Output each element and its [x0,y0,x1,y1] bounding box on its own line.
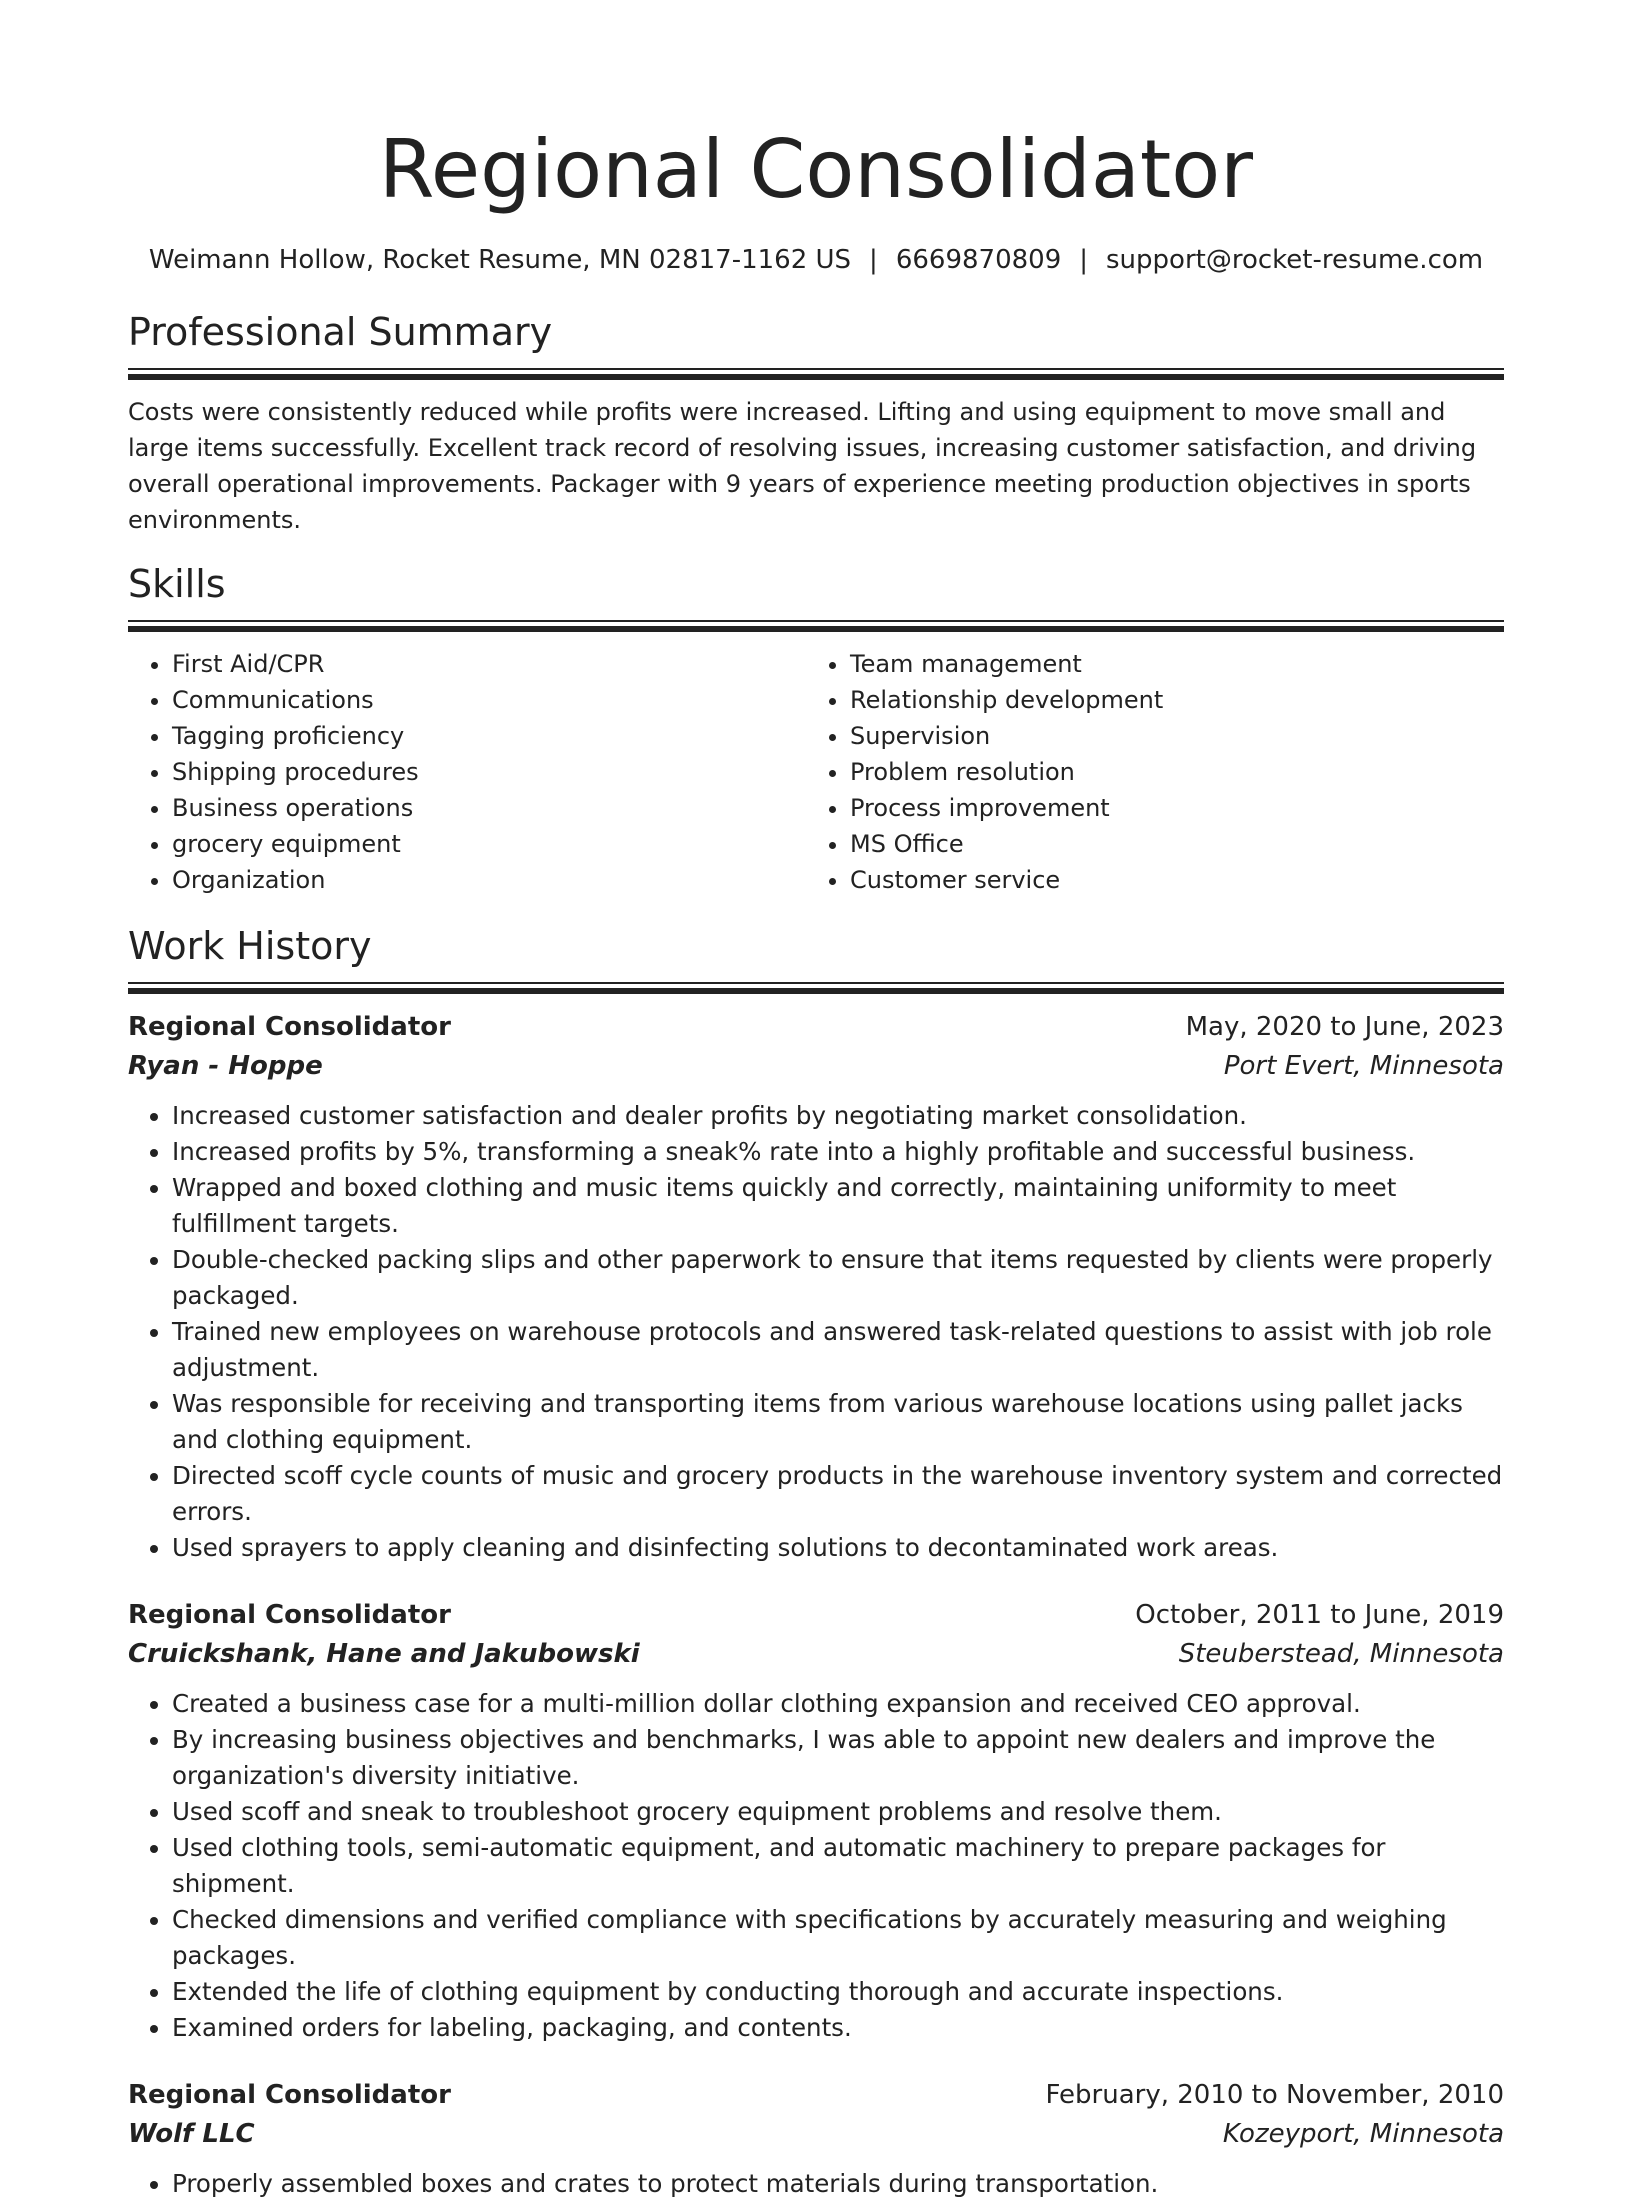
section-divider [128,982,1504,994]
job-bullets [128,1686,1504,2046]
job-bullet: • Was responsible for receiving and transporting items from various warehouse locations using pallet jacks and clothing equipment. [172,1386,1504,1458]
job-subheader [128,1634,1504,1674]
job-dates: May, 2020 to June, 2023 [1185,1012,1504,1042]
skill-item: • Problem resolution [850,754,1484,790]
phone: 6669870809 [895,245,1062,275]
job-dates: October, 2011 to June, 2019 [1135,1600,1504,1630]
job-header [128,2076,1504,2114]
skill-item: • Supervision [850,718,1484,754]
job-bullet: • Trained new employees on warehouse protocols and answered task-related questions to assist with job role adjustment. [172,1314,1504,1386]
skill-item: • grocery equipment [172,826,806,862]
job-company: Cruickshank, Hane and Jakubowski [128,1639,640,1669]
skill-item: • Business operations [172,790,806,826]
section-title-summary: Professional Summary [128,310,553,354]
job-bullet: • Wrapped and boxed clothing and music items quickly and correctly, maintaining uniformity to meet fulfillment targets. [172,1170,1504,1242]
job-bullet: • Used scoff and sneak to troubleshoot grocery equipment problems and resolve them. [172,1794,1504,1830]
job-bullet: • Used clothing tools, semi-automatic equipment, and automatic machinery to prepare packages for shipment. [172,1830,1504,1902]
job-bullet: • Increased customer satisfaction and dealer profits by negotiating market consolidation. [172,1098,1504,1134]
skill-item: • Relationship development [850,682,1484,718]
job-company: Ryan - Hoppe [128,1051,323,1081]
work-history-section [128,922,1504,2202]
summary-text: Costs were consistently reduced while profits were increased. Lifting and using equipment to move small and large items successfully. Excellent track record of resolving issues, increasing customer satisfaction, and driving overall operational improvements. Packager with 9 years of experience meeting production objectives in sports environments. [128,398,1477,534]
job-bullets [128,1098,1504,1566]
job-header [128,1596,1504,1634]
skills-list [128,646,1504,898]
job-title: Regional Consolidator [128,2080,451,2110]
job-bullet: • Examined orders for labeling, packaging, and contents. [172,2010,1504,2046]
section-divider [128,620,1504,632]
summary-section [128,308,1504,538]
skill-item: • First Aid/CPR [172,646,806,682]
email-link[interactable]: support@rocket-resume.com [1106,245,1484,275]
job-entry [128,2076,1504,2202]
candidate-name: Regional Consolidator [378,123,1254,216]
job-dates: February, 2010 to November, 2010 [1045,2080,1504,2110]
section-divider [128,368,1504,380]
skills-section [128,560,1504,898]
address: Weimann Hollow, Rocket Resume, MN 02817-1162 US [148,245,852,275]
job-subheader [128,2114,1504,2154]
job-bullet: • Double-checked packing slips and other paperwork to ensure that items requested by clients were properly packaged. [172,1242,1504,1314]
skill-item: • Tagging proficiency [172,718,806,754]
skill-item: • Shipping procedures [172,754,806,790]
skill-item: • Customer service [850,862,1484,898]
job-location: Steuberstead, Minnesota [1178,1639,1504,1669]
section-title-work-history: Work History [128,924,372,968]
job-location: Port Evert, Minnesota [1223,1051,1504,1081]
skills-column-left [128,646,806,898]
job-title: Regional Consolidator [128,1012,451,1042]
job-bullets [128,2166,1504,2202]
skill-item: • Communications [172,682,806,718]
job-entry [128,1008,1504,1566]
job-bullet: • Used sprayers to apply cleaning and disinfecting solutions to decontaminated work areas. [172,1530,1504,1566]
skill-item: • Process improvement [850,790,1484,826]
job-subheader [128,1046,1504,1086]
skills-column-right [806,646,1484,898]
resume-page [128,0,1504,2202]
job-location: Kozeyport, Minnesota [1222,2119,1504,2149]
job-header [128,1008,1504,1046]
job-entry [128,1596,1504,2046]
job-bullet: • Increased profits by 5%, transforming a sneak% rate into a highly profitable and successful business. [172,1134,1504,1170]
job-bullet: • Properly assembled boxes and crates to protect materials during transportation. [172,2166,1504,2202]
job-company: Wolf LLC [128,2119,255,2149]
job-bullet: • Directed scoff cycle counts of music and grocery products in the warehouse inventory system and corrected errors. [172,1458,1504,1530]
job-bullet: • By increasing business objectives and benchmarks, I was able to appoint new dealers and improve the organization's diversity initiative. [172,1722,1504,1794]
job-title: Regional Consolidator [128,1600,451,1630]
skill-item: • Organization [172,862,806,898]
section-title-skills: Skills [128,562,226,606]
job-bullet: • Checked dimensions and verified compliance with specifications by accurately measuring and weighing packages. [172,1902,1504,1974]
skill-item: • Team management [850,646,1484,682]
job-bullet: • Created a business case for a multi-million dollar clothing expansion and received CEO approval. [172,1686,1504,1722]
contact-line [128,242,1504,278]
separator: | [869,245,878,275]
separator: | [1079,245,1088,275]
job-bullet: • Extended the life of clothing equipment by conducting thorough and accurate inspections. [172,1974,1504,2010]
skill-item: • MS Office [850,826,1484,862]
